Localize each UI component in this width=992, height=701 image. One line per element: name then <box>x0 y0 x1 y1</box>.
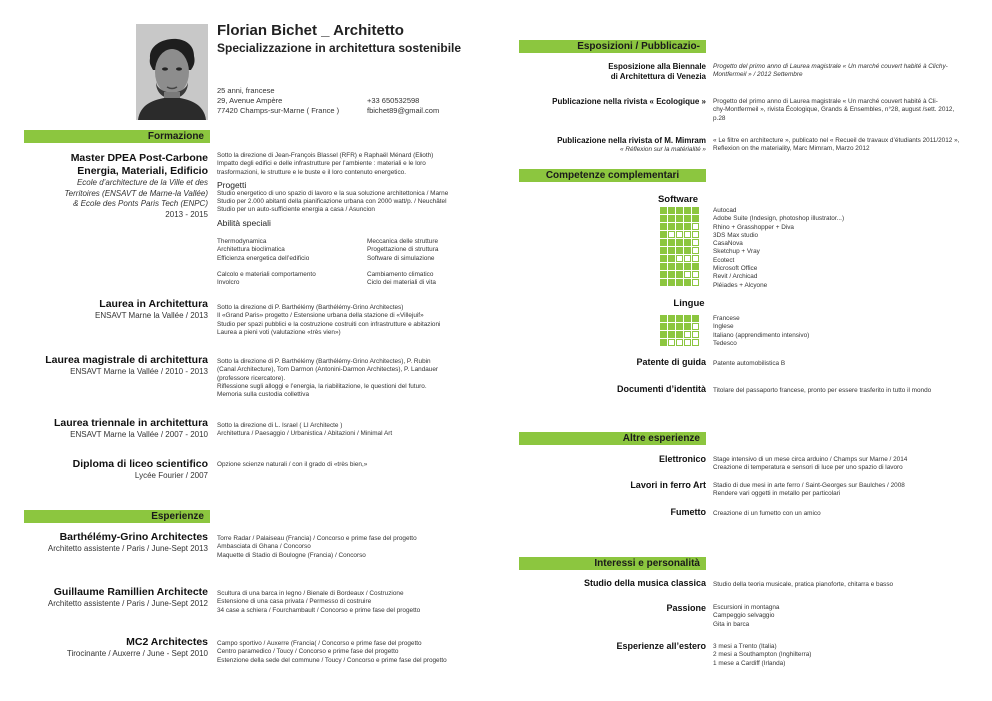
skill-item: Progettazione di struttura <box>367 246 439 254</box>
desc-line: Centro paramedico / Toucy / Concorso e prime fase del progetto <box>217 648 399 656</box>
section-header-formazione: Formazione <box>24 130 210 143</box>
esperienza-ramillien-desc <box>217 590 420 615</box>
esperienza-barthelemy-desc <box>217 535 417 560</box>
software-level-square <box>676 239 683 246</box>
esposizione-ecologique <box>552 97 706 107</box>
formazione-laurea-desc <box>217 304 440 337</box>
software-level-square <box>684 279 691 286</box>
esposizione-biennale-desc <box>713 63 948 80</box>
patente-label: Patente di guida <box>636 357 706 367</box>
skill-item: Calcolo e materiali comportamento <box>217 271 316 279</box>
desc-line: Progetto del primo anno di Laurea magistrale « Un marché couvert habité à Clichy- <box>713 63 948 70</box>
entry-title: Esposizione alla Biennale <box>608 62 706 71</box>
desc-line: Torre Radar / Palaiseau (Francia) / Concorso e prime fase del progetto <box>217 535 417 542</box>
entry-title: di Architettura di Venezia <box>610 72 706 81</box>
language-level-square <box>676 315 683 322</box>
interessi-passione-label: Passione <box>666 603 706 613</box>
software-level-square <box>660 215 667 222</box>
desc-line: Scultura di una barca in legno / Bienale di Bordeaux / Costruzione <box>217 590 404 597</box>
software-level-square <box>676 207 683 214</box>
software-level-square <box>660 247 667 254</box>
software-item: Autocad <box>713 207 737 214</box>
software-level-square <box>684 247 691 254</box>
section-header-competenze: Competenze complementari <box>519 169 706 182</box>
software-level-square <box>684 239 691 246</box>
desc-line: Estenzione della sede del commune / Toucy / Concorso e prime fase del progetto <box>217 656 447 664</box>
desc-line: Studio della teoria musicale, pratica pianoforte, chitarra e basso <box>713 581 894 588</box>
language-level-square <box>684 331 691 338</box>
entry-school: ENSAVT Marne la Vallée / 2013 <box>95 311 208 320</box>
software-item: Rhino + Grasshopper + Diva <box>713 223 794 231</box>
desc-line: chy-Montfermeil », rivista Écologique, Grands & Ensembles, n°28, august /sett. 2012, <box>713 106 955 114</box>
software-item: 3DS Max studio <box>713 231 759 239</box>
software-level-square <box>660 271 667 278</box>
altre-fumetto-label: Fumetto <box>670 507 706 517</box>
software-level-square <box>684 215 691 222</box>
desc-line: Creazione di temperatura e sensori di luce per uno spazio di lavoro <box>713 464 903 472</box>
esperienza-mc2 <box>67 636 208 660</box>
software-level-square <box>676 247 683 254</box>
software-level-square <box>660 279 667 286</box>
software-level-square <box>668 247 675 254</box>
desc-line: Stage intensivo di un mese circa arduino / Champs sur Marne / 2014 <box>713 456 908 463</box>
esperienza-mc2-desc <box>217 640 447 665</box>
subheading-abilita: Abilità speciali <box>217 217 271 228</box>
software-level-square <box>668 231 675 238</box>
altre-elettronico-label: Elettronico <box>658 454 706 464</box>
entry-title: Diploma di liceo scientifico <box>72 458 208 470</box>
software-level-square <box>676 271 683 278</box>
formazione-triennale-desc <box>217 422 392 439</box>
desc-line: Reflexion on the materiality, Marc Mimram, Marzo 2012 <box>713 145 870 153</box>
formazione-entry-laurea <box>95 298 208 322</box>
language-level-square <box>684 323 691 330</box>
formazione-entry-master <box>65 152 208 220</box>
desc-line: Studio per un auto-sufficiente energia a casa / Asuncion <box>217 206 375 214</box>
desc-line: Laurea a pieni voti (valutazione «très vien») <box>217 328 341 336</box>
address-line: 29, Avenue Ampère <box>217 96 283 105</box>
page-title: Florian Bichet _ Architetto <box>217 22 404 39</box>
software-label: Software <box>657 194 699 205</box>
entry-title: Laurea triennale in architettura <box>53 417 208 429</box>
desc-line: Maquette di Stadio di Boulogne (Francia) / Concorso <box>217 551 366 559</box>
software-level-square <box>676 279 683 286</box>
language-item: Italiano (apprendimento intensivo) <box>713 331 810 339</box>
altre-elettronico-desc <box>713 456 907 473</box>
software-level-grid <box>660 207 699 286</box>
esperienza-ramillien <box>48 586 208 610</box>
software-level-square <box>676 255 683 262</box>
entry-title: Publicazione nella rivista « Ecologique » <box>552 97 706 106</box>
desc-line: Sotto la direzione di P. Barthélémy (Barthélémy-Grino Architectes), P. Rubin <box>217 358 431 365</box>
interessi-musica-label: Studio della musica classica <box>583 578 706 588</box>
language-level-square <box>660 331 667 338</box>
software-item: Sketchup + Vray <box>713 248 760 256</box>
language-level-square <box>660 339 667 346</box>
software-level-square <box>684 223 691 230</box>
desc-line: Studio per spazi pubblici e la costruzione costruiti con infrastrutture e abitazioni <box>217 320 441 328</box>
software-item: Revit / Archicad <box>713 273 758 281</box>
abilita-left-column <box>217 238 316 288</box>
entry-school: ENSAVT Marne la Vallée / 2007 - 2010 <box>70 430 208 439</box>
desc-line: Sotto la direzione di L. Israel ( LI Architecte ) <box>217 422 343 429</box>
entry-role: Architetto assistente / Paris / June-Sept 2013 <box>47 544 208 553</box>
desc-line: Ambasciata di Ghana / Concorso <box>217 543 311 551</box>
contact-address <box>217 86 339 116</box>
entry-school: Territoires (ENSAVT de Marne-la Vallée) <box>64 188 208 198</box>
skill-item: Involcro <box>217 279 240 287</box>
language-level-square <box>668 323 675 330</box>
desc-line: Stadio di due mesi in arte ferro / Saint-Georges sur Baulches / 2008 <box>713 482 905 489</box>
interessi-passione-desc <box>713 604 779 629</box>
skill-item: Software di simulazione <box>367 254 435 262</box>
desc-line: (Canal Architecture), Tom Darmon (Antonini-Darmon Architectes), P. Landauer <box>217 366 439 374</box>
language-level-square <box>660 315 667 322</box>
skill-item: Thermodynamica <box>217 238 267 245</box>
documenti-label: Documenti d’identità <box>616 384 706 394</box>
software-level-square <box>660 231 667 238</box>
entry-school: Ecole d’architecture de la Ville et des <box>76 178 208 187</box>
software-level-square <box>684 255 691 262</box>
software-level-square <box>660 207 667 214</box>
software-level-square <box>684 231 691 238</box>
desc-line: Il «Grand Paris» progetto / Estensione urbana della stazione di «Villejuif» <box>217 312 424 320</box>
software-level-square <box>692 247 699 254</box>
software-level-square <box>692 279 699 286</box>
software-level-square <box>692 255 699 262</box>
software-level-square <box>676 215 683 222</box>
software-level-square <box>692 263 699 270</box>
email-link[interactable]: fbichet89@gmail.com <box>367 106 440 115</box>
software-level-square <box>684 271 691 278</box>
entry-title: MC2 Architectes <box>126 636 208 648</box>
skill-item: Efficienza energetica dell’edificio <box>217 254 310 262</box>
software-item: Ecotect <box>713 256 735 264</box>
software-level-square <box>660 239 667 246</box>
software-level-square <box>684 207 691 214</box>
desc-line: Sotto la direzione di Jean-François Blassel (RFR) e Raphaël Ménard (Elioth) <box>217 152 434 159</box>
language-item: Francese <box>713 315 740 322</box>
skill-item: Cambiamento climatico <box>367 271 434 279</box>
formazione-entry-liceo <box>73 458 208 482</box>
software-level-square <box>668 279 675 286</box>
esposizione-ecologique-desc <box>713 98 954 123</box>
entry-title: Guillaume Ramillien Architecte <box>53 586 208 598</box>
language-level-square <box>692 315 699 322</box>
contact-phone-email <box>367 96 439 116</box>
language-item: Inglese <box>713 323 734 331</box>
desc-line: (professore ricercatore). <box>217 374 286 382</box>
section-header-interessi: Interessi e personalità <box>519 557 706 570</box>
skill-item: Architettura bioclimatica <box>217 246 285 254</box>
documenti-desc: Titolare del passaporto francese, pronto per essere trasferito in tutto il mondo <box>713 387 932 394</box>
software-level-square <box>668 271 675 278</box>
language-level-square <box>692 339 699 346</box>
desc-line: 2 mesi a Southampton (Inghilterra) <box>713 651 812 659</box>
entry-title: Energia, Materiali, Edificio <box>77 165 208 177</box>
desc-line: Escursioni in montagna <box>713 604 780 611</box>
language-level-square <box>692 331 699 338</box>
entry-title: Laurea in Architettura <box>99 298 208 310</box>
altre-ferro-label: Lavori in ferro Art <box>630 480 706 490</box>
desc-line: Architettura / Paesaggio / Urbanistica / Abitazioni / Minimal Art <box>217 430 393 438</box>
entry-title: Master DPEA Post-Carbone <box>70 152 208 164</box>
page-subtitle: Specializzazione in architettura sostenibile <box>217 41 462 55</box>
software-level-square <box>676 263 683 270</box>
software-item: Pléiades + Alcyone <box>713 281 768 289</box>
lingue-label: Lingue <box>673 298 705 309</box>
language-level-square <box>684 339 691 346</box>
address-line: 77420 Champs-sur-Marne ( France ) <box>217 106 340 115</box>
desc-line: Creazione di un fumetto con un amico <box>713 510 821 517</box>
software-level-square <box>660 263 667 270</box>
interessi-musica-desc <box>713 581 893 589</box>
desc-line: Memoria sulla custodia collettiva <box>217 391 309 399</box>
desc-line: 3 mesi a Trento (Italia) <box>713 643 777 650</box>
software-level-square <box>684 263 691 270</box>
software-item: CasaNova <box>713 240 743 248</box>
software-level-square <box>668 223 675 230</box>
language-level-square <box>676 323 683 330</box>
language-level-square <box>684 315 691 322</box>
esposizione-mimram <box>557 136 706 154</box>
software-level-square <box>692 271 699 278</box>
software-level-square <box>660 255 667 262</box>
entry-dates: 2013 - 2015 <box>165 209 208 219</box>
formazione-entry-triennale <box>54 417 208 441</box>
language-level-square <box>692 323 699 330</box>
skill-item: Ciclo dei materiali di vita <box>367 279 436 287</box>
lingue-level-grid <box>660 315 699 346</box>
avatar <box>136 24 208 120</box>
desc-line: Montfermeil » / 2012 Settembre <box>713 71 803 79</box>
software-level-square <box>692 207 699 214</box>
software-level-square <box>660 223 667 230</box>
language-level-square <box>668 315 675 322</box>
phone-number: +33 650532598 <box>367 96 420 105</box>
desc-line: Opzione scienze naturali / con il grado di «très bien,» <box>217 461 368 468</box>
subheading-progetti: Progetti <box>217 179 247 190</box>
software-level-square <box>676 223 683 230</box>
formazione-entry-magistrale <box>45 354 208 378</box>
software-list <box>713 207 844 290</box>
desc-line: Studio energetico di uno spazio di lavoro e la sua soluzione architettonica / Marne <box>217 189 449 197</box>
desc-line: 1 mese a Cardiff (Irlanda) <box>713 659 786 667</box>
abilita-right-column <box>367 238 438 288</box>
software-level-square <box>692 231 699 238</box>
desc-line: « Le filtre en architecture », publicato nel « Recueil de travaux d’étudiants 2011/2012 », <box>713 137 960 144</box>
desc-line: Rendere vari oggetti in metallo per particolari <box>713 490 841 498</box>
desc-line: Sotto la direzione di P. Barthélémy (Barthélémy-Grino Architectes) <box>217 304 404 311</box>
desc-line: Progetto del primo anno di Laurea magistrale « Un marché couvert habité à Cli- <box>713 98 938 105</box>
software-item: Microsoft Office <box>713 265 758 273</box>
desc-line: Studio per 2.000 abitanti della pianificazione urbana con 2000 watt/p. / Neuchâtel <box>217 198 447 206</box>
section-header-altre: Altre esperienze <box>519 432 706 445</box>
software-level-square <box>668 207 675 214</box>
section-header-esposizioni: Esposizioni / Pubblicazio- <box>519 40 706 53</box>
formazione-master-desc <box>217 152 448 228</box>
entry-role: Architetto assistente / Paris / June-Sept 2012 <box>47 599 208 608</box>
desc-line: Impatto degli edifici e delle infrastrutture per l’ambiente : materiali e le loro <box>217 160 426 168</box>
desc-line: Gita in barca <box>713 620 750 628</box>
entry-school: & Ecole des Ponts Paris Tech (ENPC) <box>73 199 208 208</box>
interessi-estero-desc <box>713 643 811 668</box>
language-item: Tedesco <box>713 339 737 347</box>
patente-desc: Patente automobilistica B <box>713 360 786 367</box>
desc-line: trasformazioni, le strutture e le buste e il loro contenuto energetico. <box>217 168 406 176</box>
software-level-square <box>668 263 675 270</box>
entry-title: Barthélémy-Grino Architectes <box>59 531 208 543</box>
software-level-square <box>668 215 675 222</box>
language-level-square <box>660 323 667 330</box>
desc-line: Riflessione sugli alloggi e l’energia, la riabilitazione, le questioni del futuro. <box>217 382 427 390</box>
language-level-square <box>668 331 675 338</box>
entry-school: Lycée Fourier / 2007 <box>134 471 208 480</box>
language-level-square <box>676 339 683 346</box>
software-level-square <box>692 223 699 230</box>
interessi-estero-label: Esperienze all’estero <box>616 641 706 651</box>
software-level-square <box>668 239 675 246</box>
entry-subtitle: « Réflexion sur la matérialité » <box>620 146 706 153</box>
entry-role: Tirocinante / Auxerre / June - Sept 2010 <box>66 649 208 658</box>
software-level-square <box>676 231 683 238</box>
esposizione-biennale <box>608 62 706 82</box>
address-line: 25 anni, francese <box>217 86 275 95</box>
entry-school: ENSAVT Marne la Vallée / 2010 - 2013 <box>70 367 208 376</box>
formazione-liceo-desc <box>217 461 367 469</box>
language-level-square <box>668 339 675 346</box>
desc-line: 34 case a schiera / Fourchambault / Concorso e prime fase del progetto <box>217 606 421 614</box>
skill-item: Meccanica delle strutture <box>367 238 439 245</box>
desc-line: Estensione di una casa privata / Permesso di costruire <box>217 598 372 606</box>
language-level-square <box>676 331 683 338</box>
software-level-square <box>668 255 675 262</box>
section-header-esperienze: Esperienze <box>24 510 210 523</box>
lingue-list <box>713 315 809 348</box>
desc-line: Campeggio selvaggio <box>713 612 775 620</box>
desc-line: Campo sportivo / Auxerre (Francia( / Concorso e prime fase del progetto <box>217 640 422 647</box>
desc-line: p.28 <box>713 114 726 122</box>
esposizione-mimram-desc <box>713 137 959 154</box>
software-level-square <box>692 239 699 246</box>
software-level-square <box>692 215 699 222</box>
esperienza-barthelemy <box>48 531 208 555</box>
entry-title: Laurea magistrale di architettura <box>45 354 208 366</box>
altre-fumetto-desc <box>713 510 821 518</box>
software-item: Adobe Suite (Indesign, photoshop illustrator...) <box>713 215 845 223</box>
altre-ferro-desc <box>713 482 905 499</box>
entry-title: Publicazione nella rivista of M. Mimram <box>557 136 706 145</box>
formazione-magistrale-desc <box>217 358 438 399</box>
